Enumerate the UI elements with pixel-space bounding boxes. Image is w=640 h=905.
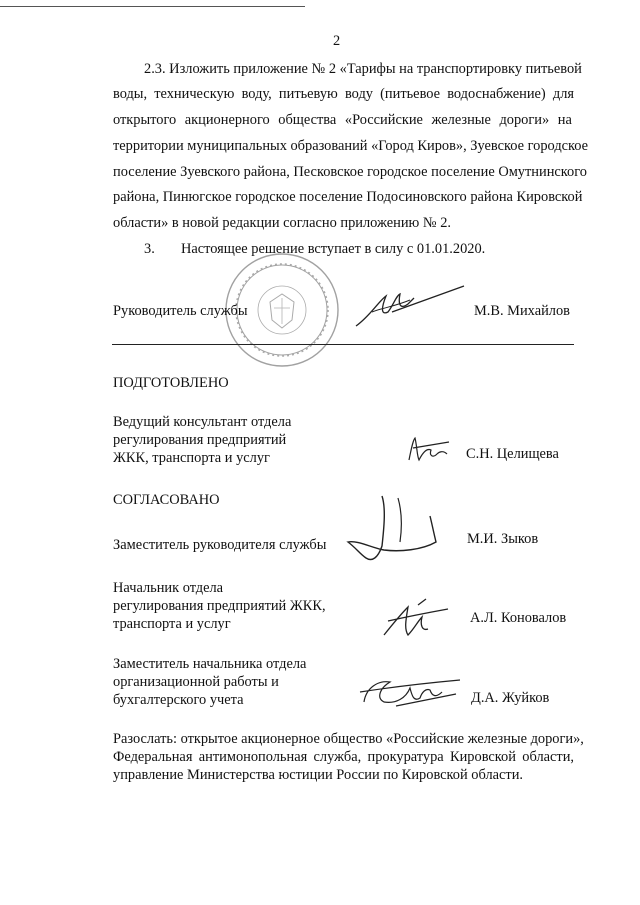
prepared-position-line: Ведущий консультант отдела [113, 414, 292, 430]
signer-3-position-line: бухгалтерского учета [113, 692, 244, 708]
prepared-position-line: ЖКК, транспорта и услуг [113, 450, 270, 466]
paragraph-3-number: 3. [144, 241, 155, 257]
paragraph-line: области» в новой редакции согласно приложению № 2. [113, 215, 452, 231]
paragraph-line: 2.3. Изложить приложение № 2 «Тарифы на транспортировку питьевой [144, 61, 582, 77]
distribution-line: Разослать: открытое акционерное общество «Российские железные дороги», [113, 731, 584, 747]
top-edge-line [0, 6, 305, 7]
paragraph-line: открытого акционерного общества «Российские железные дороги» на [113, 112, 572, 128]
paragraph-3-text: Настоящее решение вступает в силу с 01.01.2020. [181, 241, 486, 257]
signer-3-position-line: организационной работы и [113, 674, 279, 690]
signer-2-position-line: Начальник отдела [113, 580, 224, 596]
signer-3-position-line: Заместитель начальника отдела [113, 656, 307, 672]
signer-2-name: А.Л. Коновалов [470, 610, 567, 626]
prepared-signature-scribble [405, 432, 455, 472]
signer-2-signature-scribble [378, 595, 458, 645]
paragraph-line: территории муниципальных образований «Город Киров», Зуевское городское [113, 138, 589, 154]
paragraph-line: поселение Зуевского района, Песковское городское поселение Омутнинского [113, 164, 587, 180]
page-number: 2 [333, 33, 341, 49]
head-position: Руководитель службы [113, 303, 248, 319]
paragraph-line: района, Пинюгское городское поселение Подосиновского района Кировской [113, 189, 583, 205]
horizontal-rule [112, 344, 574, 345]
distribution-line: управление Министерства юстиции России по Кировской области. [113, 767, 524, 783]
prepared-heading: ПОДГОТОВЛЕНО [113, 375, 229, 391]
paragraph-line: воды, техническую воду, питьевую воду (питьевое водоснабжение) для [113, 86, 574, 102]
head-signature-scribble [352, 282, 472, 342]
prepared-name: С.Н. Целищева [466, 446, 559, 462]
signer-2-position-line: регулирования предприятий ЖКК, [113, 598, 326, 614]
signer-1-position: Заместитель руководителя службы [113, 537, 327, 553]
signer-3-name: Д.А. Жуйков [471, 690, 550, 706]
signer-2-position-line: транспорта и услуг [113, 616, 231, 632]
signer-1-signature-scribble [342, 488, 442, 568]
head-name: М.В. Михайлов [474, 303, 570, 319]
prepared-position-line: регулирования предприятий [113, 432, 287, 448]
signer-1-name: М.И. Зыков [467, 531, 539, 547]
signer-3-signature-scribble [356, 668, 466, 718]
agreed-heading: СОГЛАСОВАНО [113, 492, 220, 508]
distribution-line: Федеральная антимонопольная служба, прокуратура Кировской области, [113, 749, 574, 765]
